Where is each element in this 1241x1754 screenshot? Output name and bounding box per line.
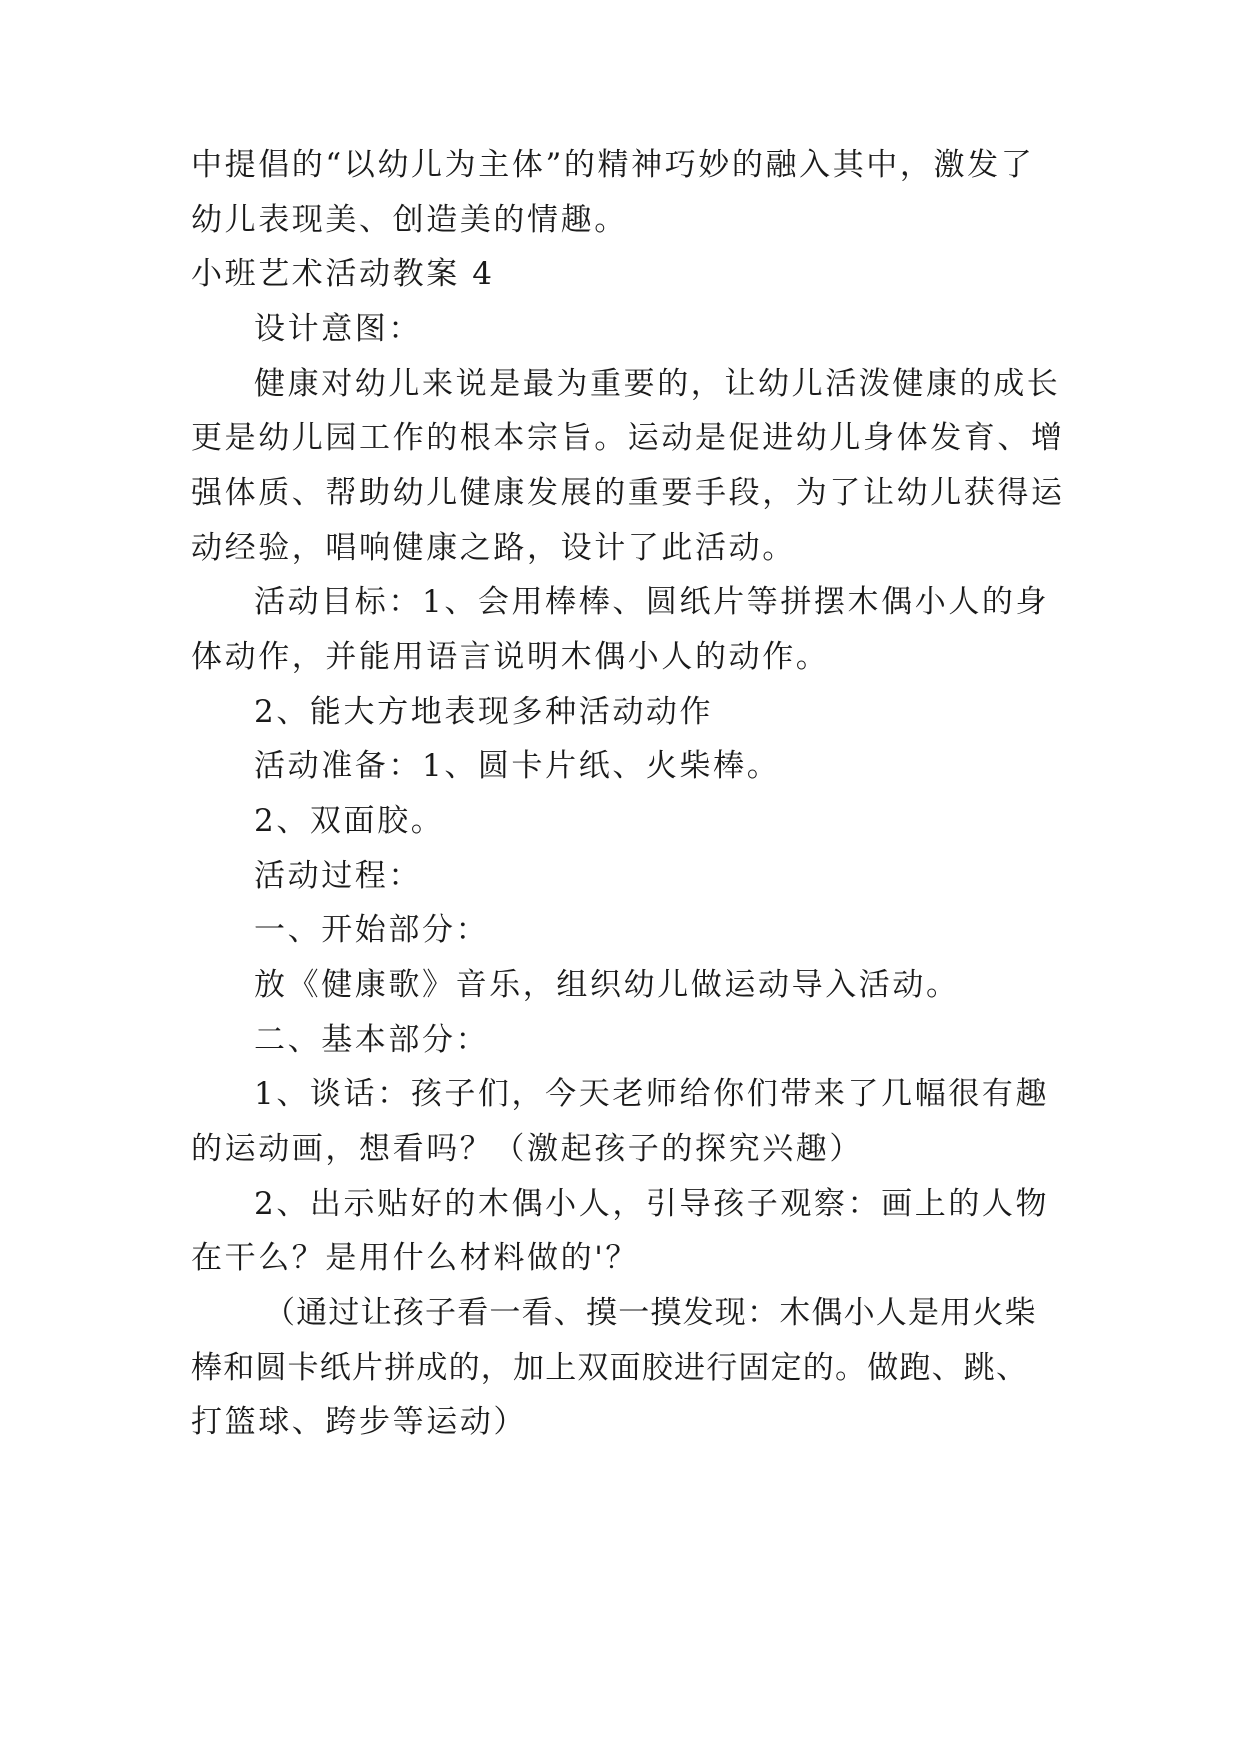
paragraph-line: 更是幼儿园工作的根本宗旨。运动是促进幼儿身体发育、增 [191, 420, 1065, 456]
paragraph-line: 一、开始部分： [254, 912, 490, 948]
paragraph-line: 体动作，并能用语言说明木偶小人的动作。 [191, 639, 830, 675]
paragraph-line: 2、出示贴好的木偶小人，引导孩子观察：画上的人物 [254, 1186, 1050, 1222]
paragraph-line: （通过让孩子看一看、摸一摸发现：木偶小人是用火柴 [264, 1295, 1037, 1331]
paragraph-line: 放《健康歌》音乐，组织幼儿做运动导入活动。 [254, 967, 960, 1003]
paragraph-line: 的运动画，想看吗？（激起孩子的探究兴趣） [191, 1131, 863, 1167]
paragraph-line: 1、谈话：孩子们，今天老师给你们带来了几幅很有趣 [254, 1076, 1050, 1112]
paragraph-line: 2、双面胶。 [254, 803, 445, 839]
paragraph-line: 活动目标：1、会用棒棒、圆纸片等拼摆木偶小人的身 [254, 584, 1050, 620]
section-heading: 小班艺术活动教案 4 [191, 256, 495, 292]
paragraph-line: 强体质、帮助幼儿健康发展的重要手段，为了让幼儿获得运 [191, 475, 1065, 511]
paragraph-line: 健康对幼儿来说是最为重要的，让幼儿活泼健康的成长 [254, 366, 1061, 402]
paragraph-line: 打篮球、跨步等运动） [191, 1404, 527, 1440]
paragraph-line: 活动准备：1、圆卡片纸、火柴棒。 [254, 748, 781, 784]
paragraph-line: 棒和圆卡纸片拼成的，加上双面胶进行固定的。做跑、跳、 [191, 1350, 1029, 1386]
paragraph-line: 动经验，唱响健康之路，设计了此活动。 [191, 530, 796, 566]
paragraph-line: 二、基本部分： [254, 1022, 490, 1058]
paragraph-line: 活动过程： [254, 858, 422, 894]
paragraph-line: 中提倡的“以幼儿为主体”的精神巧妙的融入其中，激发了 [191, 147, 1035, 183]
paragraph-line: 幼儿表现美、创造美的情趣。 [191, 202, 628, 238]
paragraph-line: 设计意图： [254, 311, 422, 347]
paragraph-line: 在干么？是用什么材料做的'？ [191, 1240, 639, 1276]
paragraph-line: 2、能大方地表现多种活动动作 [254, 694, 714, 730]
